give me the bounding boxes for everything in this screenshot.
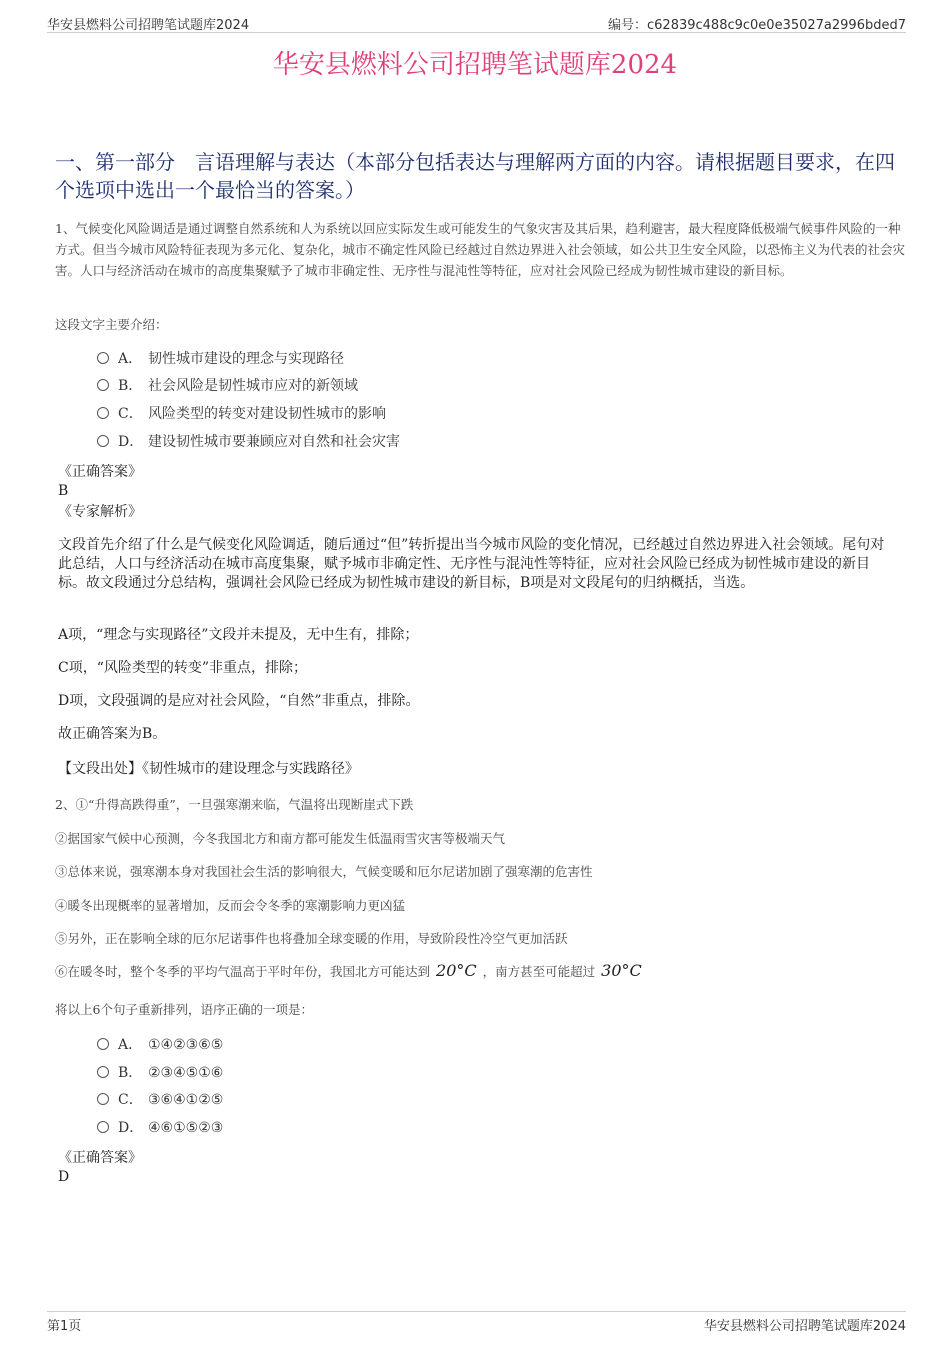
- q2-sentence-1: 2、①“升得高跌得重”，一旦强寒潮来临，气温将出现断崖式下跌: [55, 797, 414, 812]
- q1-answer: B: [58, 483, 69, 499]
- q1-option-a[interactable]: A． 韧性城市建设的理念与实现路径: [97, 348, 344, 370]
- q2-sentence-4: ④暖冬出现概率的显著增加，反而会令冬季的寒潮影响力更凶猛: [55, 898, 406, 913]
- footer-title: 华安县燃料公司招聘笔试题库2024: [703, 1319, 906, 1334]
- header-doc-id: 编号：c62839c488c9c0e0e35027a2996bded7: [608, 18, 906, 33]
- q2-answer-label: 《正确答案》: [58, 1150, 142, 1166]
- q1-note-a: A项，“理念与实现路径”文段并未提及，无中生有，排除；: [58, 627, 419, 643]
- temperature-20: 20°C: [436, 961, 477, 980]
- radio-icon[interactable]: [97, 1121, 109, 1133]
- q2-sentence-5: ⑤另外，正在影响全球的厄尔尼诺事件也将叠加全球变暖的作用，导致阶段性冷空气更加活跃: [55, 931, 568, 946]
- page-number: 第1页: [47, 1319, 82, 1334]
- page-title: 华安县燃料公司招聘笔试题库2024: [272, 50, 678, 80]
- page-header: [47, 14, 906, 33]
- q1-answer-label: 《正确答案》: [58, 464, 142, 480]
- q1-prompt: 这段文字主要介绍：: [55, 317, 168, 332]
- radio-icon[interactable]: [97, 407, 109, 419]
- section-heading: 一、第一部分 言语理解与表达（本部分包括表达与理解两方面的内容。请根据题目要求，在四个选项中选出一个最恰当的答案。）: [55, 150, 895, 202]
- q2-option-a[interactable]: A． ①④②③⑥⑤: [97, 1034, 223, 1056]
- q2-option-d[interactable]: D． ④⑥①⑤②③: [97, 1117, 223, 1139]
- radio-icon[interactable]: [97, 435, 109, 447]
- q2-sentence-2: ②据国家气候中心预测，今冬我国北方和南方都可能发生低温雨雪灾害等极端天气: [55, 831, 506, 846]
- radio-icon[interactable]: [97, 1038, 109, 1050]
- radio-icon[interactable]: [97, 1066, 109, 1078]
- q1-source: 【文段出处】《韧性城市的建设理念与实践路径》: [58, 761, 359, 777]
- q1-conclusion: 故正确答案为B。: [58, 726, 167, 742]
- page-footer: [47, 1311, 906, 1335]
- radio-icon[interactable]: [97, 1093, 109, 1105]
- header-left: 华安县燃料公司招聘笔试题库2024: [47, 18, 250, 33]
- q1-analysis: 文段首先介绍了什么是气候变化风险调适，随后通过“但”转折提出当今城市风险的变化情况，已经越过自然边界进入社会领域。尾句对此总结，人口与经济活动在城市高度集聚，赋予城市非确定性、无序性与混沌性等特征，应对社会风险已经成为韧性城市建设的新目标。故文段通过分总结构，强调社会风险已经成为韧性城市建设的新目标，B项是对文段尾句的归纳概括，当选。: [58, 537, 885, 591]
- q1-analysis-label: 《专家解析》: [58, 504, 142, 520]
- q1-option-d[interactable]: D． 建设韧性城市要兼顾应对自然和社会灾害: [97, 431, 400, 453]
- q2-sentence-6: ⑥在暖冬时，整个冬季的平均气温高于平时年份，我国北方可能达到 20°C ，南方甚至可能超过 30°C: [55, 961, 642, 980]
- q1-note-c: C项，“风险类型的转变”非重点，排除；: [58, 660, 308, 676]
- q2-answer: D: [58, 1169, 70, 1185]
- temperature-30: 30°C: [601, 961, 642, 980]
- q1-stem: 1、气候变化风险调适是通过调整自然系统和人为系统以回应实际发生或可能发生的气象灾害及其后果，趋利避害，最大程度降低极端气候事件风险的一种方式。但当今城市风险特征表现为多元化、复杂化，城市不确定性风险已经越过自然边界进入社会领域，如公共卫生安全风险，以恐怖主义为代表的社会灾害。人口与经济活动在城市的高度集聚赋予了城市非确定性、无序性与混沌性等特征，应对社会风险已经成为韧性城市建设的新目标。: [55, 221, 906, 278]
- q1-option-c[interactable]: C． 风险类型的转变对建设韧性城市的影响: [97, 403, 386, 425]
- q2-option-c[interactable]: C． ③⑥④①②⑤: [97, 1089, 223, 1111]
- q2-sentence-3: ③总体来说，强寒潮本身对我国社会生活的影响很大，气候变暖和厄尔尼诺加剧了强寒潮的危害性: [55, 864, 593, 879]
- radio-icon[interactable]: [97, 379, 109, 391]
- radio-icon[interactable]: [97, 352, 109, 364]
- q2-prompt: 将以上6个句子重新排列，语序正确的一项是：: [55, 1002, 313, 1017]
- q1-note-d: D项，文段强调的是应对社会风险，“自然”非重点，排除。: [58, 693, 420, 709]
- q2-option-b[interactable]: B． ②③④⑤①⑥: [97, 1062, 223, 1084]
- q1-option-b[interactable]: B． 社会风险是韧性城市应对的新领域: [97, 375, 358, 397]
